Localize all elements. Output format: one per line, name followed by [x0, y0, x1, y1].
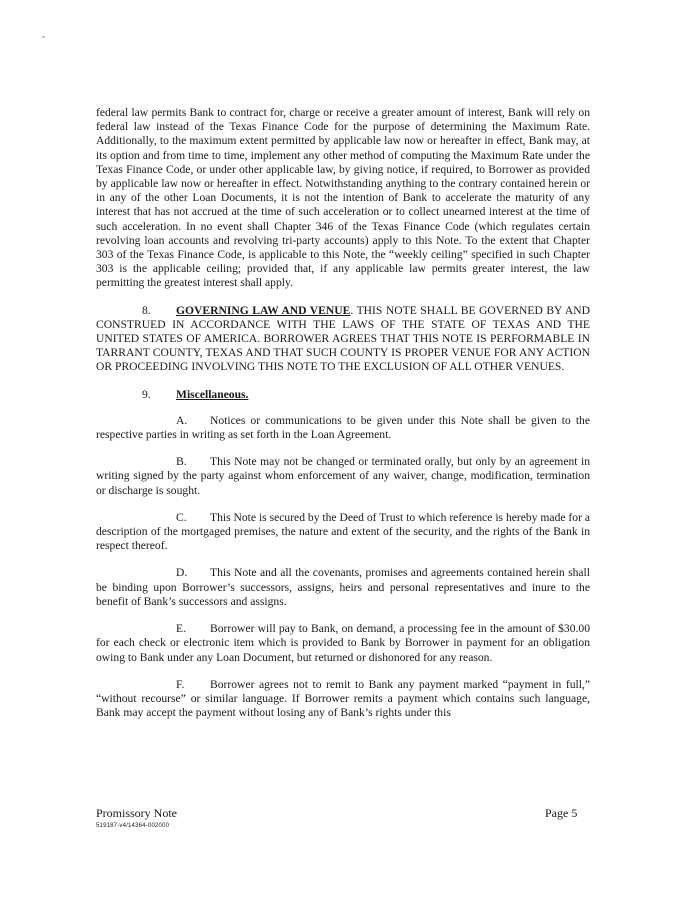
section-8-paragraph	[96, 304, 590, 375]
item-text: This Note and all the covenants, promises and agreements contained herein shall be binding upon Borrower’s successors, assigns, heirs and personal representatives and inure to the benefit of Bank’s successors and assigns.	[96, 566, 590, 608]
section-9-heading	[96, 388, 590, 402]
item-letter: A.	[176, 413, 188, 427]
section-8-number: 8.	[142, 303, 151, 317]
item-text: Borrower will pay to Bank, on demand, a processing fee in the amount of $30.00 for each check or electronic item which is provided to Bank by Borrower in payment for an obligation owing to Bank under any Loan Document, but returned or dishonored for any reason.	[96, 622, 590, 664]
section-8-title: GOVERNING LAW AND VENUE	[176, 303, 351, 317]
footer-doc-code: 519187-v4/14364-002000	[96, 823, 170, 829]
footer-title: Promissory Note	[96, 806, 177, 820]
section-9-item-c	[96, 511, 590, 554]
section-9-item-d	[96, 566, 590, 609]
item-text: This Note may not be changed or terminated orally, but only by an agreement in writing signed by the party against whom enforcement of any waiver, change, modification, termination or discharge is sought.	[96, 455, 590, 497]
section-9-item-a	[96, 414, 590, 442]
footer-page-number: Page 5	[545, 806, 578, 820]
scan-artifact	[42, 36, 45, 38]
section-9-item-b	[96, 455, 590, 498]
item-letter: D.	[176, 566, 188, 580]
item-text: Borrower agrees not to remit to Bank any payment marked “payment in full,” “without recourse” or similar language. If Borrower remits a payment which contains such language, Bank may accept the payment without losing any of Bank’s rights under this	[96, 677, 590, 720]
section-9-item-f	[96, 678, 590, 721]
intro-paragraph: federal law permits Bank to contract for, charge or receive a greater amount of interest, Bank will rely on federal law instead of the Texas Finance Code for the purpose of determining the Maximum Rate. Additionally, to the maximum extent permitted by applicable law now or hereafter in effect, Bank may, at its option and from time to time, implement any other method of computing the Maximum Rate under the Texas Finance Code, or under other applicable law, by giving notice, if required, to Borrower as provided by applicable law now or hereafter in effect. Notwithstanding anything to the contrary contained herein or in any of the other Loan Documents, it is not the intention of Bank to accelerate the maturity of any interest that has not accrued at the time of such acceleration or to collect unearned interest at the time of such acceleration. In no event shall Chapter 346 of the Texas Finance Code (which regulates certain revolving loan accounts and revolving tri-party accounts) apply to this Note. To the extent that Chapter 303 of the Texas Finance Code, is applicable to this Note, the “weekly ceiling” specified in such Chapter 303 is the applicable ceiling; provided that, if any applicable law permits greater interest, the law permitting the greatest interest shall apply.	[96, 106, 590, 290]
item-letter: E.	[176, 622, 186, 636]
document-body	[96, 106, 590, 733]
item-text: Notices or communications to be given under this Note shall be given to the respective parties in writing as set forth in the Loan Agreement.	[96, 413, 590, 442]
item-letter: F.	[176, 677, 185, 691]
item-text: This Note is secured by the Deed of Trust to which reference is hereby made for a description of the mortgaged premises, the nature and extent of the security, and the rights of the Bank in respect thereof.	[96, 510, 590, 553]
item-letter: C.	[176, 510, 187, 524]
section-9-item-e	[96, 622, 590, 665]
section-9-number: 9.	[142, 387, 151, 401]
section-8-text: . THIS NOTE SHALL BE GOVERNED BY AND CONSTRUED IN ACCORDANCE WITH THE LAWS OF THE STATE OF TEXAS AND THE UNITED STATES OF AMERICA. BORROWER AGREES THAT THIS NOTE IS PERFORMABLE IN TARRANT COUNTY, TEXAS AND THAT SUCH COUNTY IS PROPER VENUE FOR ANY ACTION OR PROCEEDING INVOLVING THIS NOTE TO THE EXCLUSION OF ALL OTHER VENUES.	[96, 303, 590, 374]
item-letter: B.	[176, 455, 187, 469]
section-9-title: Miscellaneous.	[176, 387, 249, 401]
